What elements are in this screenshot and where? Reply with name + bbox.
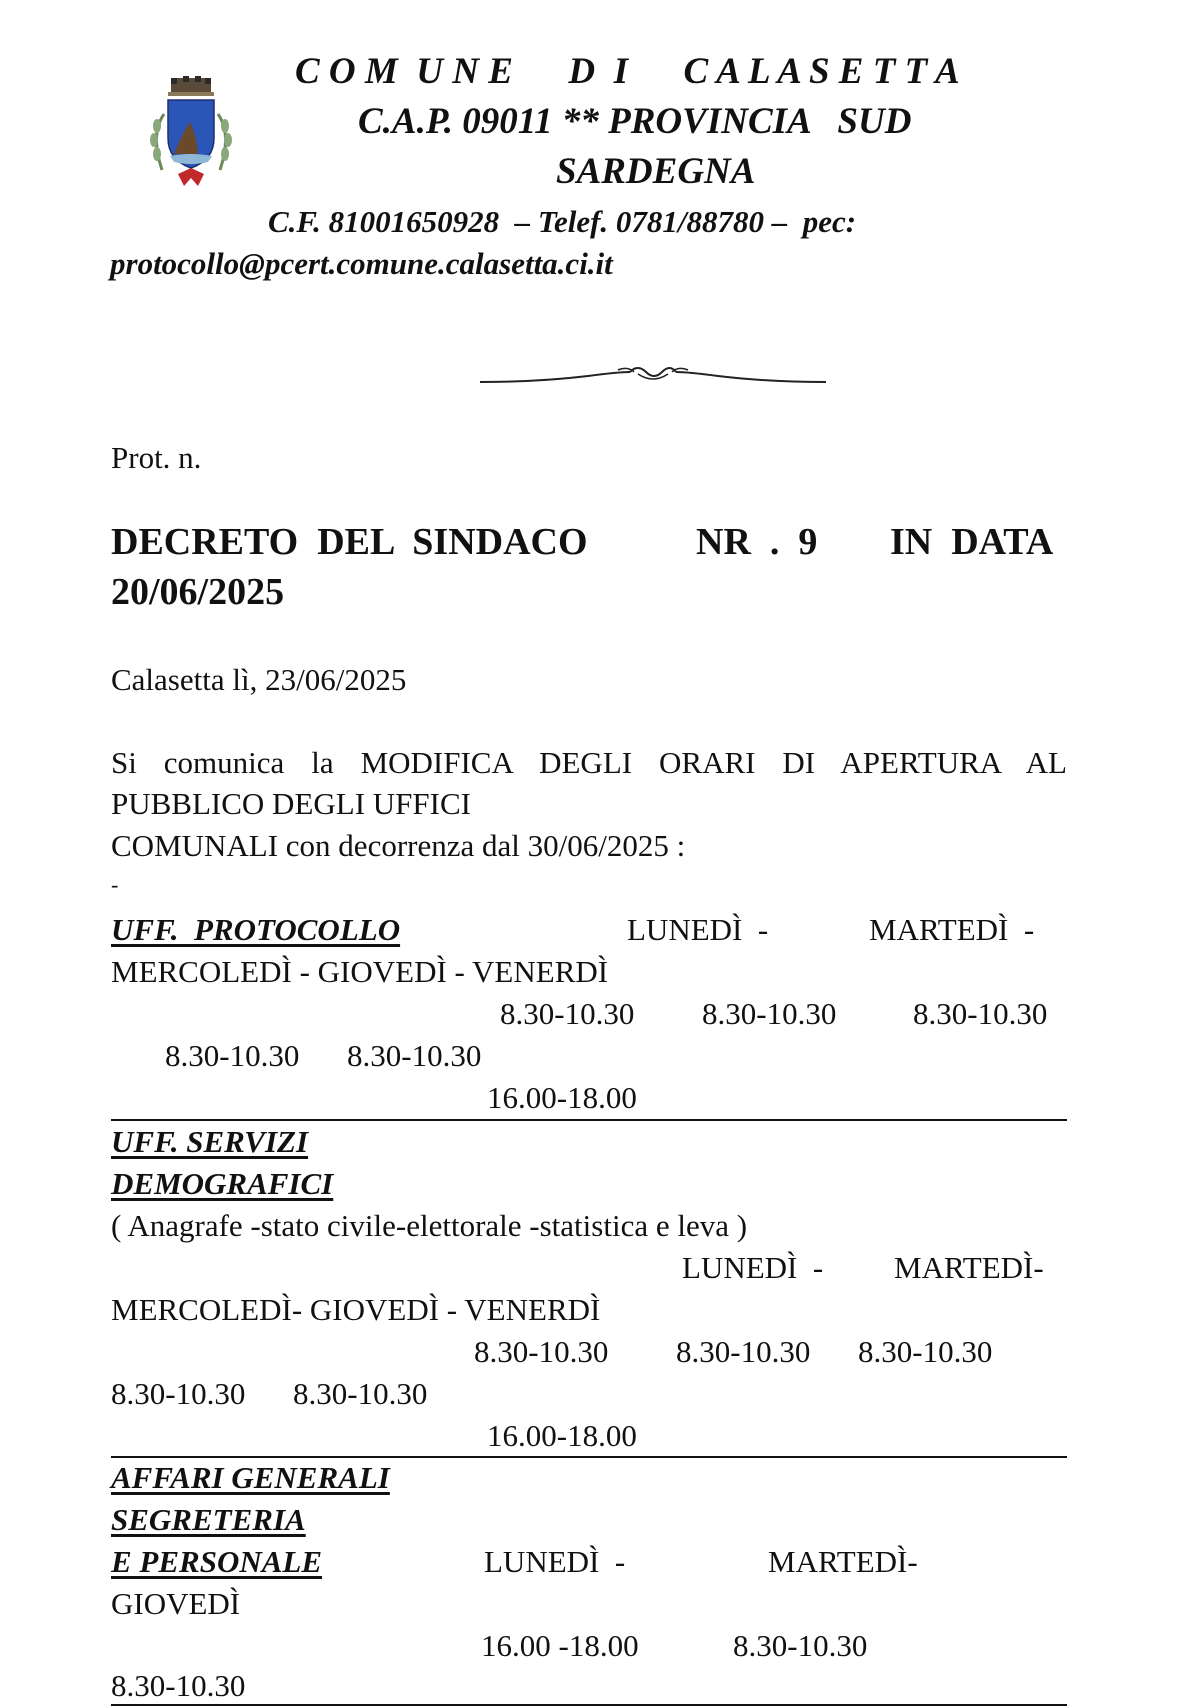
protocollo-days-rest: MERCOLEDÌ - GIOVEDÌ - VENERDÌ — [111, 954, 609, 989]
demografici-time-1: 8.30-10.30 — [474, 1334, 609, 1369]
divider-2 — [111, 1456, 1067, 1458]
protocollo-days-tuesday: MARTEDÌ - — [869, 912, 1035, 947]
demografici-note: ( Anagrafe -stato civile-elettorale -statistica e leva ) — [111, 1208, 748, 1243]
protocollo-time-1: 8.30-10.30 — [500, 996, 635, 1031]
decree-in-data: IN DATA — [890, 521, 1054, 563]
demografici-time-afternoon: 16.00-18.00 — [487, 1418, 637, 1453]
header-region: SARDEGNA — [556, 151, 756, 192]
demografici-days-monday: LUNEDÌ - — [682, 1250, 824, 1285]
divider-3 — [111, 1704, 1067, 1706]
header-municipality: C O M U N E D I C A L A S E T T A — [295, 51, 960, 92]
demografici-days-tuesday: MARTEDÌ- — [894, 1250, 1044, 1285]
affari-days-thursday: GIOVEDÌ — [111, 1586, 241, 1621]
decorative-flourish — [478, 360, 828, 390]
affari-days-monday: LUNEDÌ - — [484, 1544, 626, 1579]
protocol-number: Prot. n. — [111, 440, 202, 475]
protocollo-time-2: 8.30-10.30 — [702, 996, 837, 1031]
affari-days-tuesday: MARTEDÌ- — [768, 1544, 918, 1579]
protocollo-time-5: 8.30-10.30 — [347, 1038, 482, 1073]
protocollo-days-monday: LUNEDÌ - — [627, 912, 769, 947]
decree-title-part1: DECRETO DEL SINDACO — [111, 521, 588, 563]
demografici-time-2: 8.30-10.30 — [676, 1334, 811, 1369]
coat-of-arms-emblem — [138, 74, 244, 192]
demografici-time-5: 8.30-10.30 — [293, 1376, 428, 1411]
divider-1 — [111, 1119, 1067, 1121]
section-title-segreteria: SEGRETERIA — [111, 1502, 306, 1537]
place-and-date: Calasetta lì, 23/06/2025 — [111, 662, 407, 697]
intro-dash: - — [111, 872, 119, 897]
decree-number: NR . 9 — [696, 521, 818, 563]
demografici-days-rest: MERCOLEDÌ- GIOVEDÌ - VENERDÌ — [111, 1292, 601, 1327]
intro-line-2: PUBBLICO DEGLI UFFICI — [111, 786, 471, 821]
header-pec-email: protocollo@pcert.comune.calasetta.ci.it — [110, 246, 613, 281]
intro-line-3: COMUNALI con decorrenza dal 30/06/2025 : — [111, 828, 686, 863]
protocollo-time-afternoon: 16.00-18.00 — [487, 1080, 637, 1115]
intro-line-1: Si comunica la MODIFICA DEGLI ORARI DI APERTURA AL — [111, 745, 1067, 780]
header-fiscal-code-phone: C.F. 81001650928 – Telef. 0781/88780 – pec: — [268, 204, 857, 239]
section-title-demografici: DEMOGRAFICI — [111, 1166, 334, 1201]
protocollo-time-4: 8.30-10.30 — [165, 1038, 300, 1073]
demografici-time-4: 8.30-10.30 — [111, 1376, 246, 1411]
decree-date: 20/06/2025 — [111, 571, 285, 613]
section-title-servizi: UFF. SERVIZI — [111, 1124, 309, 1159]
demografici-time-3: 8.30-10.30 — [858, 1334, 993, 1369]
section-title-protocollo: UFF. PROTOCOLLO — [111, 912, 401, 947]
protocollo-time-3: 8.30-10.30 — [913, 996, 1048, 1031]
section-title-affari-generali: AFFARI GENERALI — [111, 1460, 390, 1495]
section-title-personale: E PERSONALE — [111, 1544, 323, 1579]
header-cap-province: C.A.P. 09011 ** PROVINCIA SUD — [358, 101, 912, 142]
affari-time-tuesday: 8.30-10.30 — [733, 1628, 868, 1663]
affari-time-thursday: 8.30-10.30 — [111, 1668, 246, 1703]
affari-time-monday: 16.00 -18.00 — [481, 1628, 639, 1663]
